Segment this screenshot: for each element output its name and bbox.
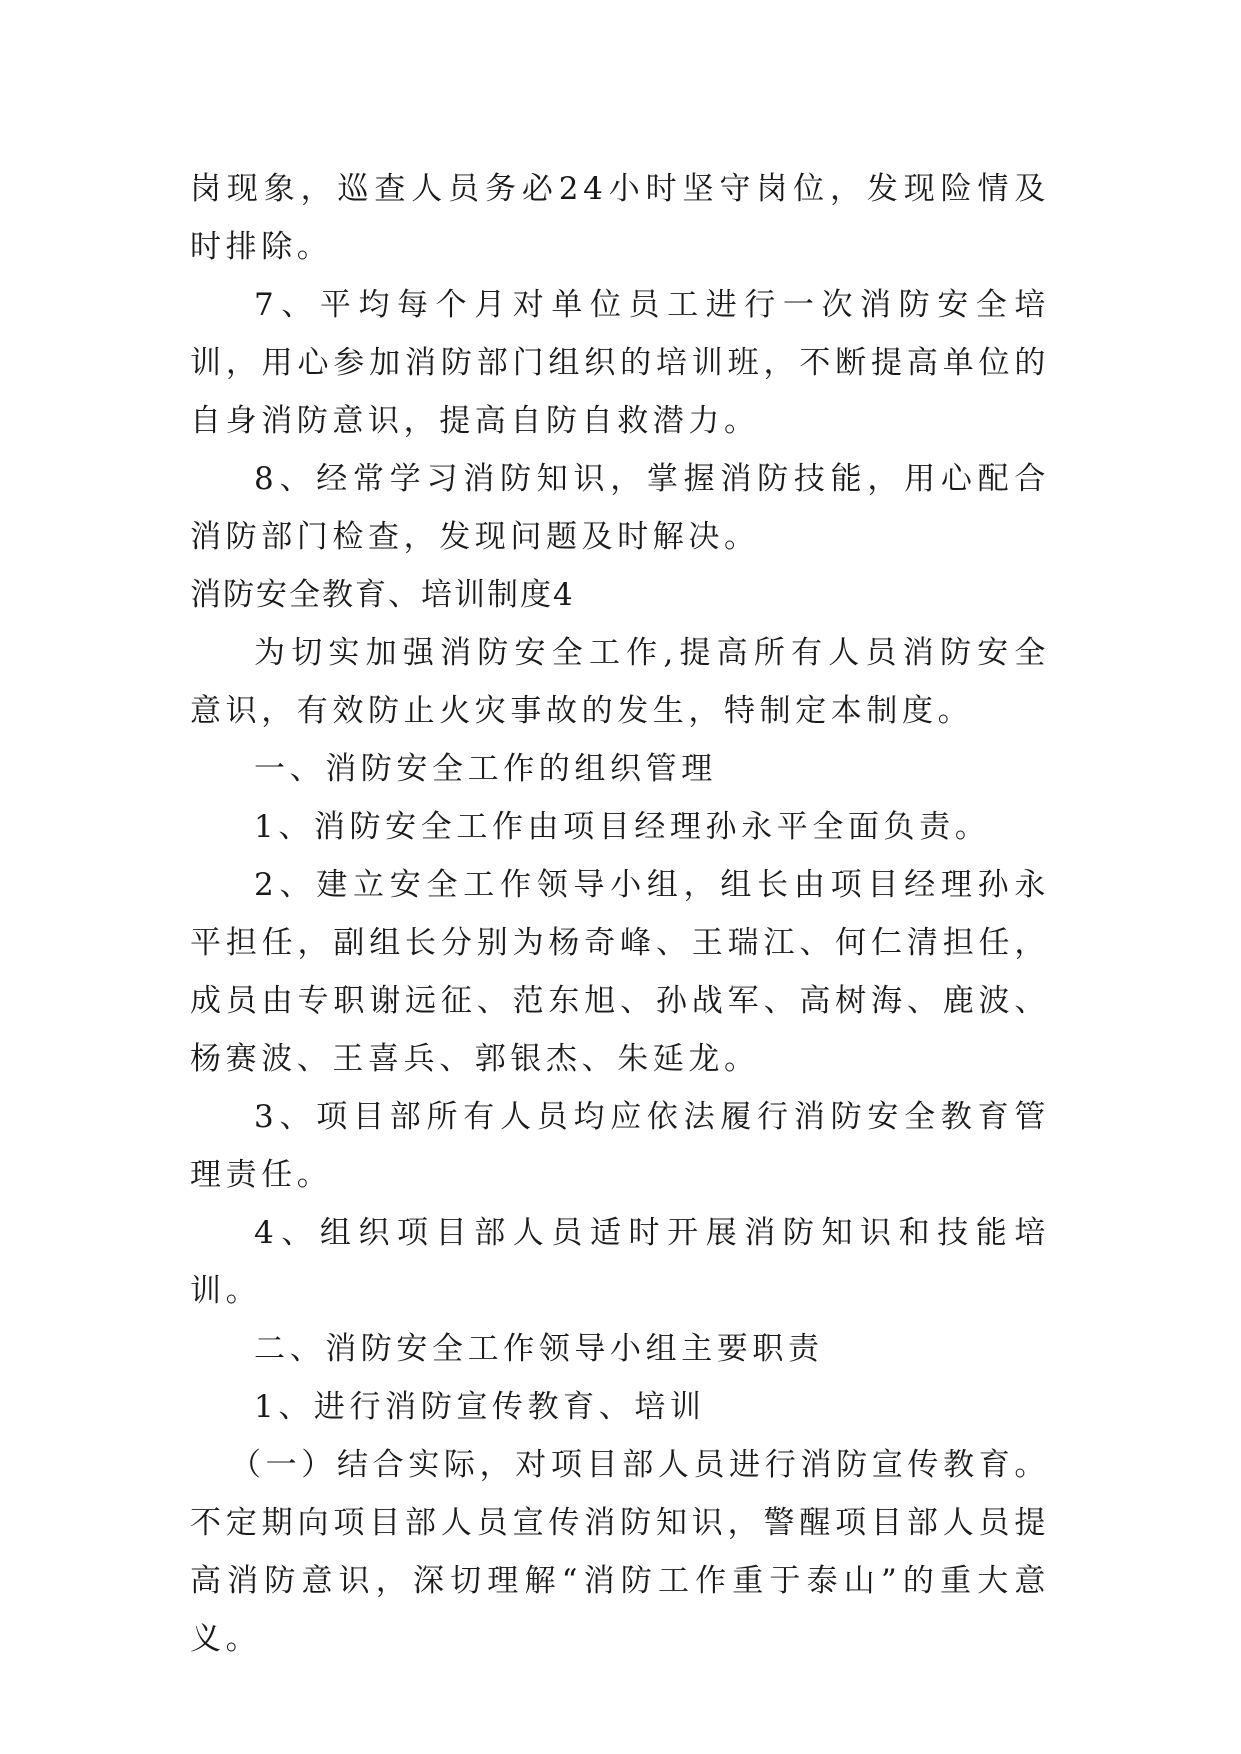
paragraph-item-7: 7、平均每个月对单位员工进行一次消防安全培训，用心参加消防部门组织的培训班，不断提高单位的自身消防意识，提高自防自救潜力。: [190, 287, 1050, 439]
paragraph-item-8: 8、经常学习消防知识，掌握消防技能，用心配合消防部门检查，发现问题及时解决。: [190, 461, 1050, 555]
paragraph-org-item-2: 2、建立安全工作领导小组，组长由项目经理孙永平担任，副组长分别为杨奇峰、王瑞江、何仁清担任，成员由专职谢远征、范东旭、孙战军、高树海、鹿波、杨赛波、王喜兵、郭银杰、朱延龙。: [190, 867, 1050, 1077]
paragraph-duty-item-1: 1、进行消防宣传教育、培训: [254, 1389, 706, 1425]
subheading-organization: 一、消防安全工作的组织管理: [254, 751, 717, 787]
paragraph-continuation: 岗现象，巡查人员务必24小时坚守岗位，发现险情及时排除。: [190, 171, 1050, 265]
subheading-duties: 二、消防安全工作领导小组主要职责: [254, 1331, 824, 1367]
section-heading: 消防安全教育、培训制度4: [190, 577, 575, 613]
paragraph-intro: 为切实加强消防安全工作,提高所有人员消防安全意识，有效防止火灾事故的发生，特制定本制度。: [190, 635, 1050, 729]
paragraph-duty-sub-1: （一）结合实际，对项目部人员进行消防宣传教育。不定期向项目部人员宣传消防知识，警醒项目部人员提高消防意识，深切理解“消防工作重于泰山”的重大意义。: [190, 1447, 1050, 1657]
document-body: [190, 160, 1050, 1668]
paragraph-org-item-3: 3、项目部所有人员均应依法履行消防安全教育管理责任。: [190, 1099, 1050, 1193]
paragraph-org-item-1: 1、消防安全工作由项目经理孙永平全面负责。: [254, 809, 991, 845]
paragraph-org-item-4: 4、组织项目部人员适时开展消防知识和技能培训。: [190, 1215, 1050, 1309]
